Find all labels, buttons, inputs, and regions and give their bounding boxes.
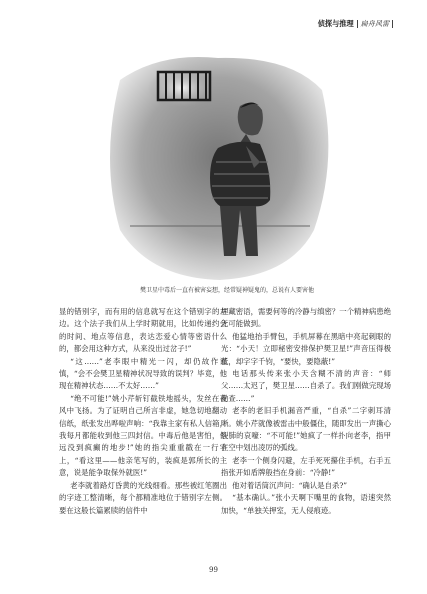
paragraph: “这……”老李眼中精光一闪，却仍故作谨慎，“会不会樊卫星精神状况导致的误判？毕竟，他现在精神状态……不太好……” bbox=[59, 356, 227, 391]
section-title: 侦探与推理 bbox=[317, 19, 354, 28]
right-column bbox=[221, 306, 391, 517]
paragraph: 老李就着路灯昏黄的光线细看。那些被红笔圈出的字迹工整清晰，每个都精准地位于错别字左侧。要在这般长篇累牍的信件中 bbox=[59, 480, 227, 515]
paragraph: “绝不可能!”姚小芹斩钉截铁地摇头，发丝在夜风中飞扬。为了证明自己所言非虚，她急切地翻动信纸，纸张发出哗啦声响：“我靠主家有私人信箱，我每月都能收到他三四封信。中毒后他是害怕，但远没到疯癫的地步!”她的指尖重重戳在一行字上，“看这里——他亲笔写的，装疯是郭所长的主意，说是能争取保外就医!” bbox=[59, 393, 227, 478]
paragraph: 老李的老旧手机漏音严重，“自杀”二字刺耳清晰。姚小芹就像被雷击中般僵住，随即发出一声撕心裂肺的哀嚎：“不可能!”她疯了一样扑向老李，指甲在空中划出凌厉的弧线。 bbox=[221, 406, 391, 453]
paragraph: “基本确认。”张小天啊下嘴里的食物，语速突然加快，“单独关押室，无人侵痕迹。 bbox=[221, 493, 391, 515]
paragraph: 电话那头传来张小天含糊不清的声音：“师父……太迟了，樊卫星……自杀了。我们刚做完现场勘查……” bbox=[221, 369, 391, 403]
page-number: 99 bbox=[209, 566, 218, 574]
header-divider bbox=[392, 20, 393, 28]
running-header bbox=[318, 19, 393, 29]
left-column bbox=[59, 306, 227, 517]
header-divider bbox=[357, 20, 358, 28]
paragraph: 他猛地抬手臂包，手机屏幕在黑暗中亮起刺眼的光：“小天！立即秘密安排保护樊卫星!”声音压得极低，却字字千钧，“要快，要隐蔽!” bbox=[221, 331, 391, 366]
paragraph: 显的错别字，而有用的信息就写在这个错别字的左边。这个法子我们从上学时期就用，比如传递约会的时间、地点等信息，表达恋爱心情等密语什么的，都会用这种方式，从来没出过岔子!” bbox=[59, 307, 227, 354]
prison-cell-illustration bbox=[100, 50, 336, 282]
paragraph: 老李一个侧身闪避，左手死死攥住手机，右手五指张开如盾牌般挡在身前：“冷静!” bbox=[221, 455, 391, 478]
paragraph: 埋藏密语，需要何等的冷静与缜密？一个精神病患绝无可能做到。 bbox=[221, 307, 391, 329]
subsection-title: 扁舟风雷 bbox=[360, 19, 390, 28]
paragraph: 他对着话筒沉声问：“确认是自杀?” bbox=[232, 480, 348, 490]
illustration-caption: 樊卫星中毒后一直有被害妄想，经常疑神疑鬼的，总说有人要害他 bbox=[140, 287, 315, 294]
